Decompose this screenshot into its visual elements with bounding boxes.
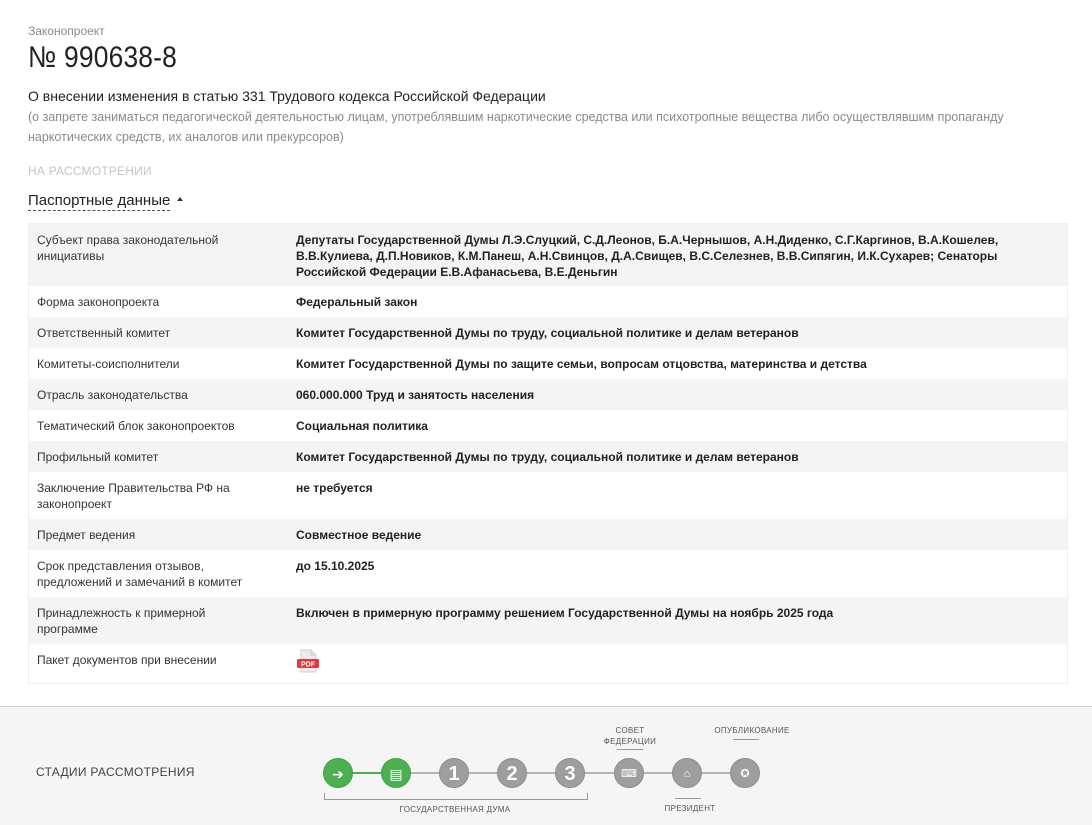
- bill-subtitle: (о запрете заниматься педагогической деятельностью лицам, употреблявшим наркотические средства или психотропные вещества либо осуществлявшим пропаганду наркотических средств, их аналогов или прекурсоров): [28, 110, 1004, 144]
- row-value: Депутаты Государственной Думы Л.Э.Слуцкий, С.Д.Леонов, Б.А.Чернышов, А.Н.Диденко, С.Г.Каргинов, В.А.Кошелев, В.В.Кулиева, Д.П.Новиков, К.М.Панеш, А.Н.Свинцов, Д.А.Свищев, В.С.Селезнев, В.В.Сипягин, И.К.Сухарев; Сенаторы Российской Федерации Е.В.Афанасьева, В.Е.Деньгин: [296, 233, 999, 279]
- table-row: [29, 519, 1067, 550]
- stage-preliminary-icon[interactable]: ▤: [381, 758, 411, 788]
- row-key: Форма законопроекта: [37, 295, 160, 309]
- stage-federation-council-icon[interactable]: ⌨: [614, 758, 644, 788]
- row-key: Заключение Правительства РФ на законопроект: [37, 481, 230, 511]
- row-key: Комитеты-соисполнители: [37, 357, 180, 371]
- row-value: Комитет Государственной Думы по труду, социальной политике и делам ветеранов: [296, 450, 799, 464]
- row-key: Ответственный комитет: [37, 326, 171, 340]
- row-key: Субъект права законодательной инициативы: [37, 233, 219, 263]
- row-key: Тематический блок законопроектов: [37, 419, 235, 433]
- table-row: [29, 597, 1067, 644]
- table-row: [29, 317, 1067, 348]
- publication-group-label: ОПУБЛИКОВАНИЕ: [714, 726, 790, 735]
- pdf-icon-label: PDF: [301, 661, 315, 669]
- passport-section-label: Паспортные данные: [28, 192, 171, 209]
- bill-kicker: Законопроект: [28, 24, 105, 38]
- publication-bracket: [733, 739, 759, 742]
- council-bracket: [617, 749, 643, 752]
- row-key: Отрасль законодательства: [37, 388, 188, 402]
- stage-second-reading[interactable]: 2: [497, 758, 527, 788]
- stage-president-icon[interactable]: ⌂: [672, 758, 702, 788]
- row-value: Социальная политика: [296, 419, 428, 433]
- caret-up-icon: [177, 197, 183, 201]
- stage-first-reading[interactable]: 1: [439, 758, 469, 788]
- president-bracket: [675, 796, 701, 799]
- row-key: Срок представления отзывов, предложений и замечаний в комитет: [37, 559, 243, 589]
- row-value: Комитет Государственной Думы по защите семьи, вопросам отцовства, материнства и детства: [296, 357, 867, 371]
- row-key: Пакет документов при внесении: [37, 653, 217, 667]
- president-group-label: ПРЕЗИДЕНТ: [664, 804, 716, 813]
- row-value: не требуется: [296, 481, 373, 495]
- stage-publication-icon[interactable]: ✪: [730, 758, 760, 788]
- row-key: Принадлежность к примерной программе: [37, 606, 206, 636]
- stage-introduction-icon[interactable]: ➔: [323, 758, 353, 788]
- row-key: Предмет ведения: [37, 528, 136, 542]
- council-group-label-line2: ФЕДЕРАЦИИ: [603, 737, 657, 746]
- stages-label: СТАДИИ РАССМОТРЕНИЯ: [36, 765, 195, 779]
- table-row: [29, 472, 1067, 519]
- passport-section-toggle[interactable]: [28, 192, 183, 209]
- table-row: [29, 379, 1067, 410]
- row-value: Комитет Государственной Думы по труду, социальной политике и делам ветеранов: [296, 326, 799, 340]
- table-row: [29, 224, 1067, 286]
- table-row: [29, 550, 1067, 597]
- bill-number: № 990638-8: [28, 41, 177, 74]
- council-group-label-line1: СОВЕТ: [615, 726, 645, 735]
- passport-table: [28, 223, 1068, 684]
- duma-group-label: ГОСУДАРСТВЕННАЯ ДУМА: [399, 805, 511, 814]
- table-row: [29, 286, 1067, 317]
- table-row: [29, 644, 1067, 684]
- table-row: [29, 410, 1067, 441]
- pdf-document-icon[interactable]: [296, 649, 320, 673]
- duma-bracket: [324, 793, 588, 800]
- bill-title: О внесении изменения в статью 331 Трудового кодекса Российской Федерации: [28, 88, 546, 104]
- table-row: [29, 348, 1067, 379]
- row-value: Федеральный закон: [296, 295, 418, 309]
- stages-panel: [0, 706, 1092, 825]
- row-value: Включен в примерную программу решением Государственной Думы на ноябрь 2025 года: [296, 606, 834, 620]
- row-key: Профильный комитет: [37, 450, 159, 464]
- status-badge: НА РАССМОТРЕНИИ: [28, 164, 152, 178]
- row-value: 060.000.000 Труд и занятость населения: [296, 388, 535, 402]
- stage-third-reading[interactable]: 3: [555, 758, 585, 788]
- row-value: Совместное ведение: [296, 528, 422, 542]
- row-value: до 15.10.2025: [296, 559, 375, 573]
- table-row: [29, 441, 1067, 472]
